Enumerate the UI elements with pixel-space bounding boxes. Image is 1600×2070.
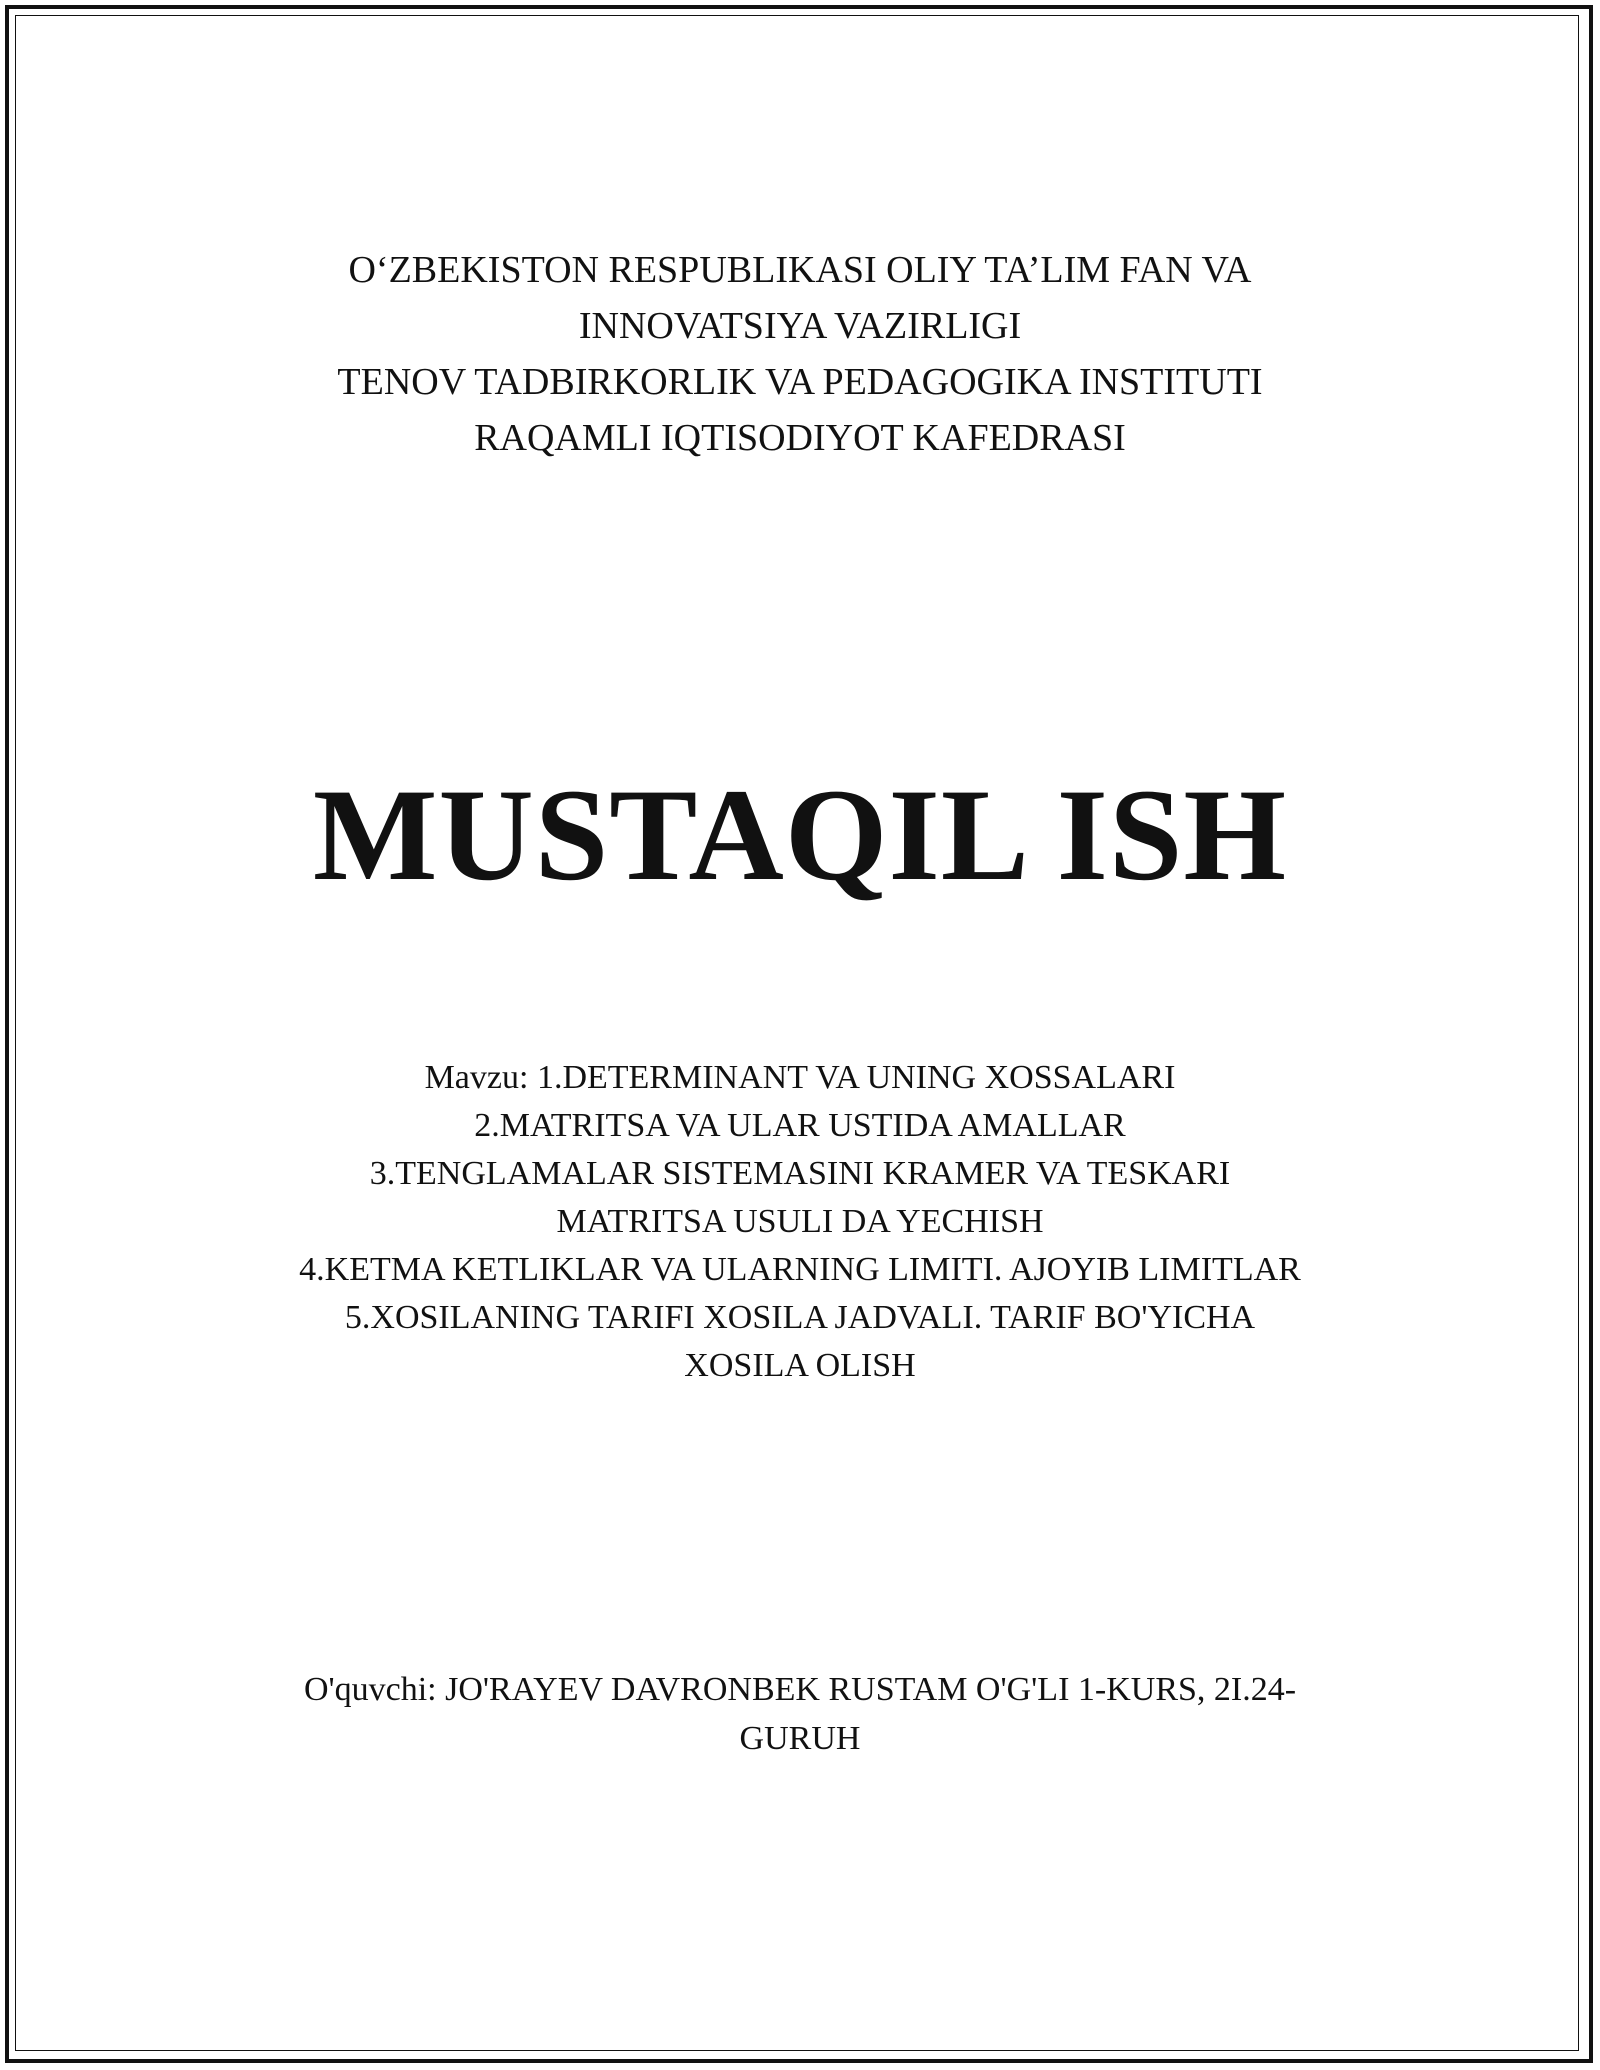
topics-section bbox=[0, 1054, 1600, 1390]
topic-line: 3.TENGLAMALAR SISTEMASINI KRAMER VA TESKARI bbox=[369, 1155, 1231, 1192]
document-title: MUSTAQIL ISH bbox=[312, 761, 1288, 908]
topic-line: 4.KETMA KETLIKLAR VA ULARNING LIMITI. AJOYIB LIMITLAR bbox=[299, 1251, 1301, 1288]
topic-line: XOSILA OLISH bbox=[684, 1347, 916, 1384]
header-line: TENOV TADBIRKORLIK VA PEDAGOGIKA INSTITUTI bbox=[337, 361, 1263, 403]
header-line: INNOVATSIYA VAZIRLIGI bbox=[578, 305, 1022, 347]
student-line: GURUH bbox=[739, 1720, 861, 1757]
institution-header bbox=[0, 242, 1600, 466]
student-line: O'quvchi: JO'RAYEV DAVRONBEK RUSTAM O'G'LI 1-KURS, 2I.24- bbox=[303, 1671, 1297, 1708]
header-line: O‘ZBEKISTON RESPUBLIKASI OLIY TA’LIM FAN VA bbox=[348, 249, 1252, 291]
topic-line: Mavzu: 1.DETERMINANT VA UNING XOSSALARI bbox=[424, 1059, 1176, 1096]
topic-line: MATRITSA USULI DA YECHISH bbox=[556, 1203, 1044, 1240]
student-info bbox=[0, 1665, 1600, 1763]
header-line: RAQAMLI IQTISODIYOT KAFEDRASI bbox=[474, 417, 1126, 459]
topic-line: 2.MATRITSA VA ULAR USTIDA AMALLAR bbox=[474, 1107, 1126, 1144]
topic-line: 5.XOSILANING TARIFI XOSILA JADVALI. TARIF BO'YICHA bbox=[344, 1299, 1256, 1336]
